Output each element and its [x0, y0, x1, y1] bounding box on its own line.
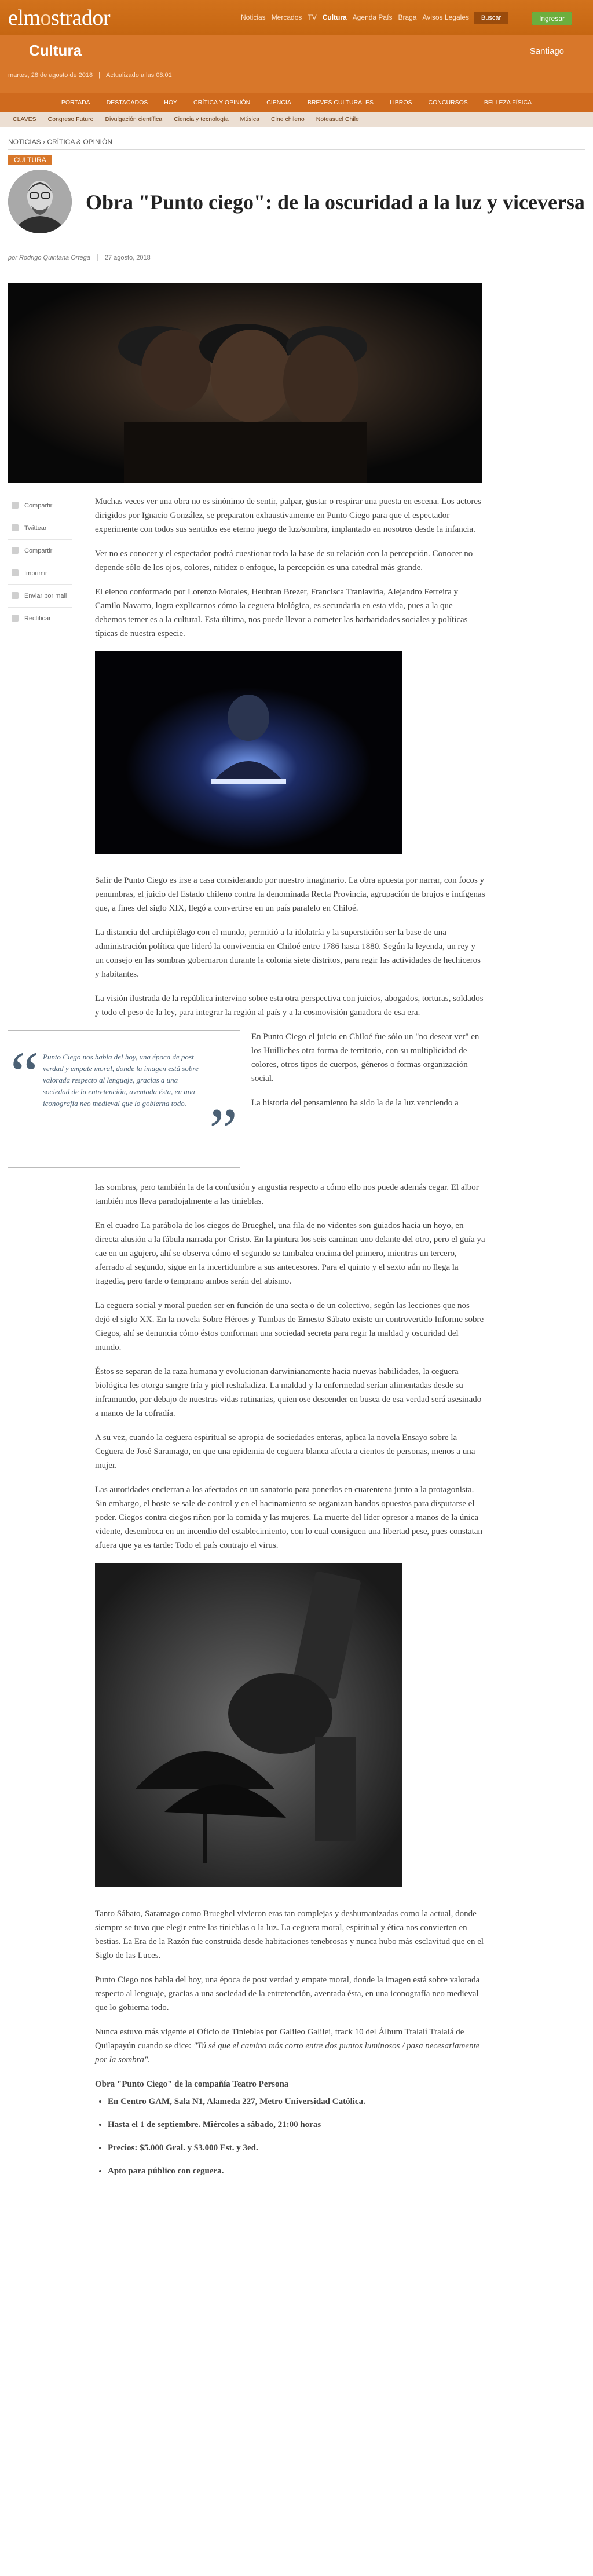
paragraph-6: La visión ilustrada de la república intervino sobre esta otra perspectiva con juicios, abogados, torturas, soldados y todo el peso de la ley, para integrar la región al país y a la cosmovisión ganadora de esa era.: [95, 994, 484, 1017]
nav-critica[interactable]: CRÍTICA Y OPINIÓN: [193, 99, 251, 106]
top-link-mercados[interactable]: Mercados: [271, 13, 302, 21]
paragraph-9: La ceguera social y moral pueden ser en función de una secta o de un colectivo, según las lecciones que nos dejó el siglo XX. En la novela Sobre Héroes y Tumbas de Ernesto Sábato existe un controvertido Informe sobre Ciegos, ahí se denuncia cómo éstos conforman una sociedad secreta para regir la maldad y oscuridad del mundo.: [95, 1301, 484, 1352]
paragraph-4: Salir de Punto Ciego es irse a casa considerando por nuestro imaginario. La obra apuesta por narrar, con focos y penumbras, el juicio del Estado chileno contra la denominada Recta Provincia, agrupación de brujos e indígenas que, a fines del siglo XIX, llegó a convertirse en un país paralelo en Chiloé.: [95, 876, 485, 913]
category-tag[interactable]: CULTURA: [8, 155, 52, 165]
article: [0, 495, 593, 2178]
logo-left: elm: [8, 6, 41, 30]
top-link-braga[interactable]: Braga: [398, 13, 417, 21]
show-info-accessibility: • Apto para público con ceguera.: [108, 2164, 485, 2178]
paragraph-3: El elenco conformado por Lorenzo Morales, Heubran Brezer, Francisca Tranlaviña, Alejandro Ferreira y Camilo Navarro, logra explicarnos cómo la ceguera biológica, es secundaria en esta vida, pues a la que debemos temer es a la cultural. Esta última, nos puede llevar a cometer las barbaridades sociales y políticas típicas de nuestra especie.: [95, 587, 468, 638]
subnav-congreso[interactable]: Congreso Futuro: [47, 116, 94, 123]
current-date: martes, 28 de agosto de 2018: [8, 72, 93, 79]
share-facebook-button[interactable]: Compartir: [8, 495, 72, 517]
breadcrumb-divider: [8, 149, 585, 150]
nav-portada[interactable]: PORTADA: [61, 99, 90, 106]
paragraph-7: las sombras, pero también la de la confusión y angustia respecto a cómo ello nos puede además cegar. El albor también nos lleva paradojalmente a las tinieblas.: [95, 1183, 479, 1206]
paragraph-12: Las autoridades encierran a los afectados en un sanatorio para ponerlos en cuarentena junto a la protagonista. Sin embargo, el boste se sale de control y en el hacinamiento se organizan bandos opuestos para disputarse el poder. Ciegos contra ciegos riñen por la comida y las mujeres. La muerte del líder opresor a manos de la única vidente, desemboca en un incendio del establecimiento, con lo cual consiguen una libertad pese, pues constatan afuera que ya es tarde: Todo el país contrajo el virus.: [95, 1485, 482, 1550]
print-button[interactable]: Imprimir: [8, 562, 72, 585]
share-linkedin-button[interactable]: Compartir: [8, 540, 72, 562]
subnav-musica[interactable]: Música: [240, 116, 259, 123]
paragraph-15-quote: "Tú sé que el camino más corto entre dos puntos luminosos / pasa necesariamente por la sombra".: [95, 2041, 480, 2065]
paragraph-8: En el cuadro La parábola de los ciegos de Brueghel, una fila de no videntes son guiados hacia un hoyo, en directa alusión a la fábula narrada por Cristo. En la pintura los seis caminan uno delante del otro, pero el guía ya cae en un agujero, ahí se observa cómo el segundo se tambalea encima del primero, mientras un tercero, aferrado al segundo, sigue en la incertidumbre a sus antecesores. Para el quinto y el sexto aún no llega la tragedia, pero tarde o temprano ambos serán del abismo.: [95, 1221, 485, 1286]
section-title: Cultura: [29, 42, 82, 59]
paragraph-15: [95, 2025, 485, 2067]
show-info-venue: • En Centro GAM, Sala N1, Alameda 227, Metro Universidad Católica.: [108, 2095, 485, 2109]
main-nav: [0, 93, 593, 112]
side-paragraph-2: La historia del pensamiento ha sido la de la luz venciendo a: [251, 1098, 459, 1108]
paragraph-2: Ver no es conocer y el espectador podrá cuestionar toda la base de su relación con la percepción. Conocer no depende sólo de los ojos, colores, nitidez o enfoque, la percepción es una catedral más grande.: [95, 549, 473, 572]
byline: [8, 254, 593, 261]
show-info: [95, 2077, 485, 2178]
paragraph-15-text: Nunca estuvo más vigente el Oficio de Tinieblas por Galileo Galilei, track 10 del Álbum Tralalí Tralalá de Quilapayún cuando se dice:: [95, 2027, 464, 2051]
theatre-actors-image: [8, 283, 482, 483]
top-link-tv[interactable]: TV: [308, 13, 317, 21]
logo-right: strador: [50, 6, 111, 30]
logo-o: o: [40, 6, 51, 30]
login-button[interactable]: Ingresar: [532, 12, 572, 25]
side-paragraph-1: En Punto Ciego el juicio en Chiloé fue sólo un "no desear ver" en los Huilliches otra forma de territorio, con su multiplicidad de colores, otros tipos de cuerpos, géneros o formas organización social.: [251, 1032, 479, 1083]
show-info-heading: Obra "Punto Ciego" de la compañía Teatro Persona: [95, 2080, 289, 2089]
updated-time: Actualizado a las 08:01: [106, 72, 172, 79]
paragraph-5: La distancia del archipiélago con el mundo, permitió a la idolatría y la superstición ser la base de una administración política que lideró la convivencia en Chiloé entre 1786 hasta 1880. Según la leyenda, un rey y un consejo en las sombras gobernaron durante la colonia siete distritos, para regir las actividades de hechiceros y habitantes.: [95, 928, 481, 979]
show-info-dates: • Hasta el 1 de septiembre. Miércoles a sábado, 21:00 horas: [108, 2118, 485, 2132]
publish-date: 27 agosto, 2018: [97, 254, 151, 261]
share-sidebar: [8, 495, 72, 630]
email-button[interactable]: Enviar por mail: [8, 585, 72, 608]
author-name[interactable]: por Rodrigo Quintana Ortega: [8, 254, 90, 261]
section-city: Santiago: [529, 46, 564, 56]
hero-image: [8, 283, 482, 483]
inline-image-umbrellas: [95, 1563, 402, 1887]
top-link-noticias[interactable]: Noticias: [241, 13, 266, 21]
actor-light-image: [95, 651, 402, 854]
show-info-list: [95, 2095, 485, 2178]
rectify-button[interactable]: Rectificar: [8, 608, 72, 630]
sub-nav: [0, 112, 593, 127]
nav-breves[interactable]: BREVES CULTURALES: [307, 99, 374, 106]
headline-row: [0, 170, 593, 239]
top-header: [0, 0, 593, 35]
paragraph-13: Tanto Sábato, Saramago como Brueghel vivieron eras tan complejas y deshumanizadas como la actual, donde siempre se tuvo que elegir entre las tinieblas o la luz. La ceguera moral, espiritual y ética nos convierten en bestias. La Era de la Razón fue construida desde habitaciones tenebrosas y nunca hubo más esclavitud que en el Siglo de las Luces.: [95, 1909, 484, 1960]
share-twitter-button[interactable]: Twittear: [8, 517, 72, 540]
nav-belleza[interactable]: BELLEZA FÍSICA: [484, 99, 532, 106]
top-link-agenda[interactable]: Agenda País: [352, 13, 393, 21]
search-button[interactable]: Buscar: [474, 12, 508, 24]
top-links: [241, 13, 469, 21]
nav-ciencia[interactable]: CIENCIA: [266, 99, 291, 106]
subnav-cine[interactable]: Cine chileno: [270, 116, 305, 123]
pullquote-row: [10, 1030, 485, 1175]
nav-libros[interactable]: LIBROS: [390, 99, 412, 106]
section-date: martes, 28 de agosto de 2018 | Actualizado a las 08:01: [8, 72, 172, 79]
subnav-claves[interactable]: CLAVES: [13, 116, 36, 123]
nav-destacados[interactable]: DESTACADOS: [106, 99, 148, 106]
article-title: Obra "Punto ciego": de la oscuridad a la luz y viceversa: [86, 191, 585, 214]
subnav-noteasuel[interactable]: Noteasuel Chile: [316, 116, 359, 123]
umbrellas-image: [95, 1563, 402, 1887]
inline-image-light: [95, 651, 402, 854]
paragraph-14: Punto Ciego nos habla del hoy, una época de post verdad y empate moral, donde la imagen está sobre valorada respecto al lenguaje, gracias a una sociedad de la entretención, aventada ésta, en una iconografía neo medieval que lo gobierna todo.: [95, 1975, 480, 2012]
paragraph-1: Muchas veces ver una obra no es sinónimo de sentir, palpar, gustar o respirar una puesta en escena. Los actores dirigidos por Ignacio González, se preparaton exhaustivamente en Punto Ciego para que el espectador experimente con todos sus sentidos ese eterno juego de luz/sombra, implantado en nosotros desde la infancia.: [95, 497, 481, 534]
paragraph-10: Éstos se separan de la raza humana y evolucionan darwinianamente hacia nuevas habilidades, la ceguera biológica les otorga sangre fría y piel reshaladiza. La maldad y la enfermedad serían alimentadas desde su inframundo, por debajo de nuestras vidas rutinarias, quien ose descender en busca de esa verdad será asesinado a manos de la cofradía.: [95, 1367, 482, 1418]
breadcrumb[interactable]: NOTICIAS › CRÍTICA & OPINIÓN: [8, 138, 113, 146]
nav-hoy[interactable]: HOY: [164, 99, 178, 106]
nav-concursos[interactable]: CONCURSOS: [428, 99, 468, 106]
quote-open-icon: “: [10, 1039, 39, 1109]
paragraph-11: A su vez, cuando la ceguera espiritual se apropia de sociedades enteras, aplica la novela Ensayo sobre la Ceguera de José Saramago, en que una epidemia de ceguera blanca afecta a cientos de personas, menos a una mujer.: [95, 1433, 475, 1470]
pullquote-text: Punto Ciego nos habla del hoy, una época de post verdad y empate moral, donde la imagen está sobre valorada respecto al lenguaje, gracias a una sociedad de la entretención, aventada ésta, en una iconografía neo medieval que lo gobierna todo.: [43, 1053, 199, 1108]
pullquote: [8, 1030, 240, 1168]
author-avatar: [8, 170, 72, 233]
subnav-divulgacion[interactable]: Divulgación científica: [105, 116, 163, 123]
quote-side-text: [251, 1030, 485, 1120]
show-info-prices: • Precios: $5.000 Gral. y $3.000 Est. y 3ed.: [108, 2141, 485, 2155]
top-link-avisos[interactable]: Avisos Legales: [422, 13, 469, 21]
site-logo[interactable]: [8, 7, 110, 29]
top-link-cultura[interactable]: Cultura: [322, 13, 347, 21]
subnav-ciencia[interactable]: Ciencia y tecnología: [174, 116, 229, 123]
quote-close-icon: ”: [209, 1095, 237, 1166]
author-photo-icon: [8, 170, 72, 233]
section-header: [0, 35, 593, 93]
